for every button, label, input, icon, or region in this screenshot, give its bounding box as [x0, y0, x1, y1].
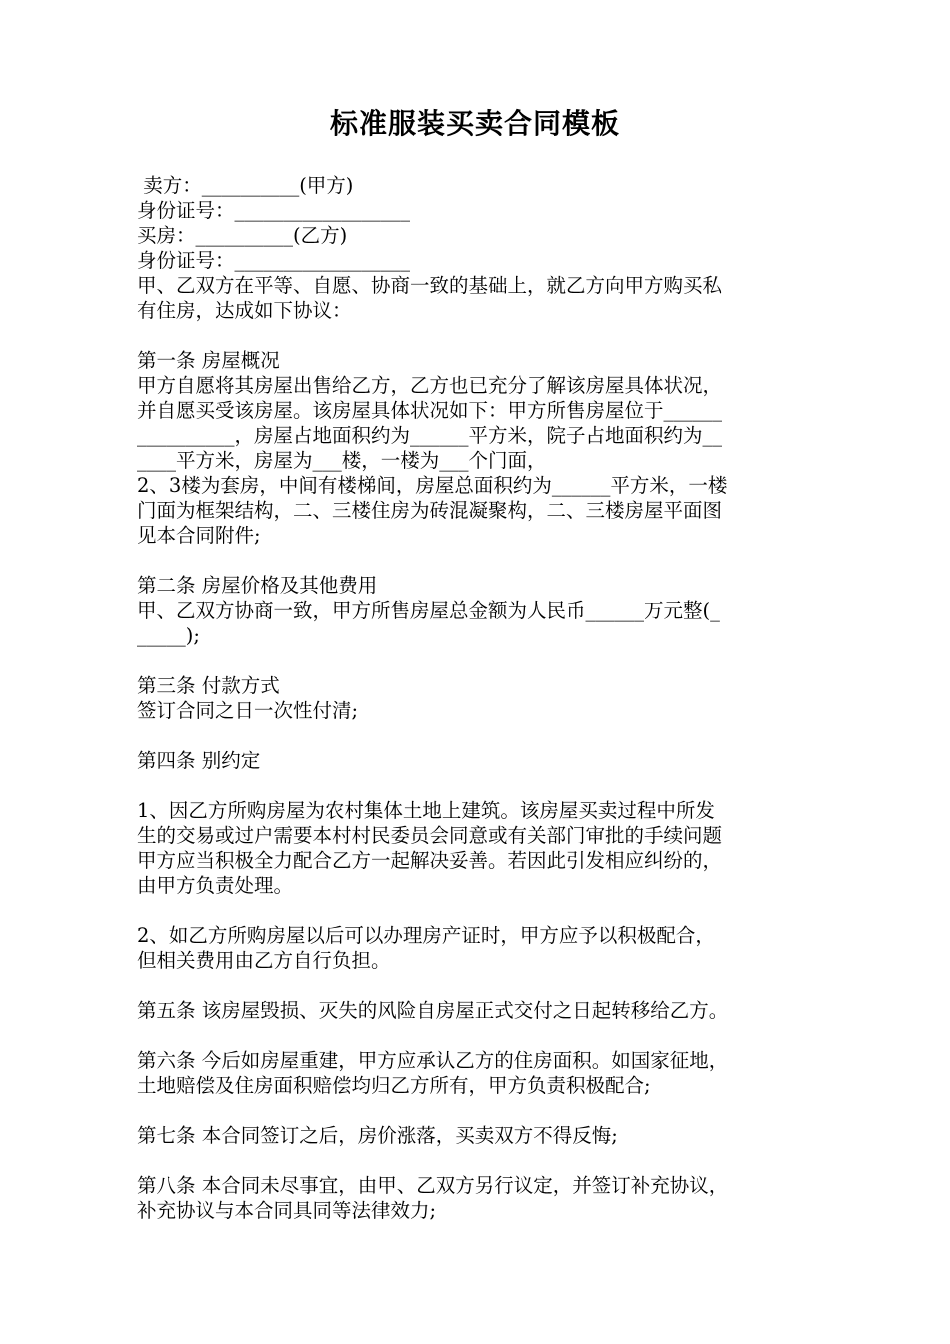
text-line: 但相关费用由乙方自行负担。	[137, 949, 391, 972]
paragraph-gap	[137, 898, 817, 923]
text-line: 签订合同之日一次性付清;	[137, 699, 359, 722]
text-line: 卖方：__________(甲方)	[137, 174, 354, 197]
text-line: 生的交易或过户需要本村村民委员会同意或有关部门审批的手续问题	[137, 824, 723, 847]
text-line: 门面为框架结构，二、三楼住房为砖混凝聚构，二、三楼房屋平面图	[137, 499, 723, 522]
text-line: 第五条 该房屋毁损、灭失的风险自房屋正式交付之日起转移给乙方。	[137, 999, 729, 1022]
text-line: 第八条 本合同未尽事宜，由甲、乙双方另行议定，并签订补充协议，	[137, 1174, 729, 1197]
text-line: 甲方自愿将其房屋出售给乙方，乙方也已充分了解该房屋具体状况，	[137, 374, 723, 397]
text-line: 第一条 房屋概况	[137, 349, 280, 372]
text-line: 甲方应当积极全力配合乙方一起解决妥善。若因此引发相应纠纷的，	[137, 849, 723, 872]
paragraph-gap	[137, 1023, 817, 1048]
text-line: 并自愿买受该房屋。该房屋具体状况如下：甲方所售房屋位于______	[137, 399, 723, 422]
text-line: 1、因乙方所购房屋为农村集体土地上建筑。该房屋买卖过程中所发	[137, 799, 715, 822]
document-title: 标准服装买卖合同模板	[329, 107, 620, 140]
text-line: 第六条 今后如房屋重建，甲方应承认乙方的住房面积。如国家征地，	[137, 1049, 729, 1072]
text-line: 身份证号：__________________	[137, 249, 411, 272]
text-line: ____平方米，房屋为___楼，一楼为___个门面，	[137, 449, 547, 472]
paragraph-gap	[137, 773, 817, 798]
text-line: 甲、乙双方在平等、自愿、协商一致的基础上，就乙方向甲方购买私	[137, 274, 723, 297]
text-line: 见本合同附件;	[137, 524, 261, 547]
paragraph-gap	[137, 648, 817, 673]
text-line: 买房：__________(乙方)	[137, 224, 348, 247]
paragraph-gap	[137, 323, 817, 348]
text-line: 土地赔偿及住房面积赔偿均归乙方所有，甲方负责积极配合;	[137, 1074, 651, 1097]
text-line: 2、3楼为套房，中间有楼梯间，房屋总面积约为______平方米，一楼	[137, 474, 728, 497]
text-line: 有住房，达成如下协议：	[137, 299, 352, 322]
paragraph-gap	[137, 1098, 817, 1123]
paragraph-gap	[137, 1148, 817, 1173]
text-line: _____);	[137, 624, 200, 647]
text-line: __________，房屋占地面积约为______平方米，院子占地面积约为__	[137, 424, 723, 447]
text-line: 第四条 别约定	[137, 749, 261, 772]
paragraph-gap	[137, 548, 817, 573]
text-line: 补充协议与本合同具同等法律效力;	[137, 1199, 437, 1222]
paragraph-gap	[137, 723, 817, 748]
text-line: 第七条 本合同签订之后，房价涨落，买卖双方不得反悔;	[137, 1124, 618, 1147]
text-line: 第三条 付款方式	[137, 674, 280, 697]
text-line: 由甲方负责处理。	[137, 874, 294, 897]
text-line: 第二条 房屋价格及其他费用	[137, 574, 378, 597]
document-body	[137, 173, 817, 1223]
paragraph-gap	[137, 973, 817, 998]
text-line: 甲、乙双方协商一致，甲方所售房屋总金额为人民币______万元整(_	[137, 599, 720, 622]
text-line: 2、如乙方所购房屋以后可以办理房产证时，甲方应予以积极配合，	[137, 924, 715, 947]
text-line: 身份证号：__________________	[137, 199, 411, 222]
